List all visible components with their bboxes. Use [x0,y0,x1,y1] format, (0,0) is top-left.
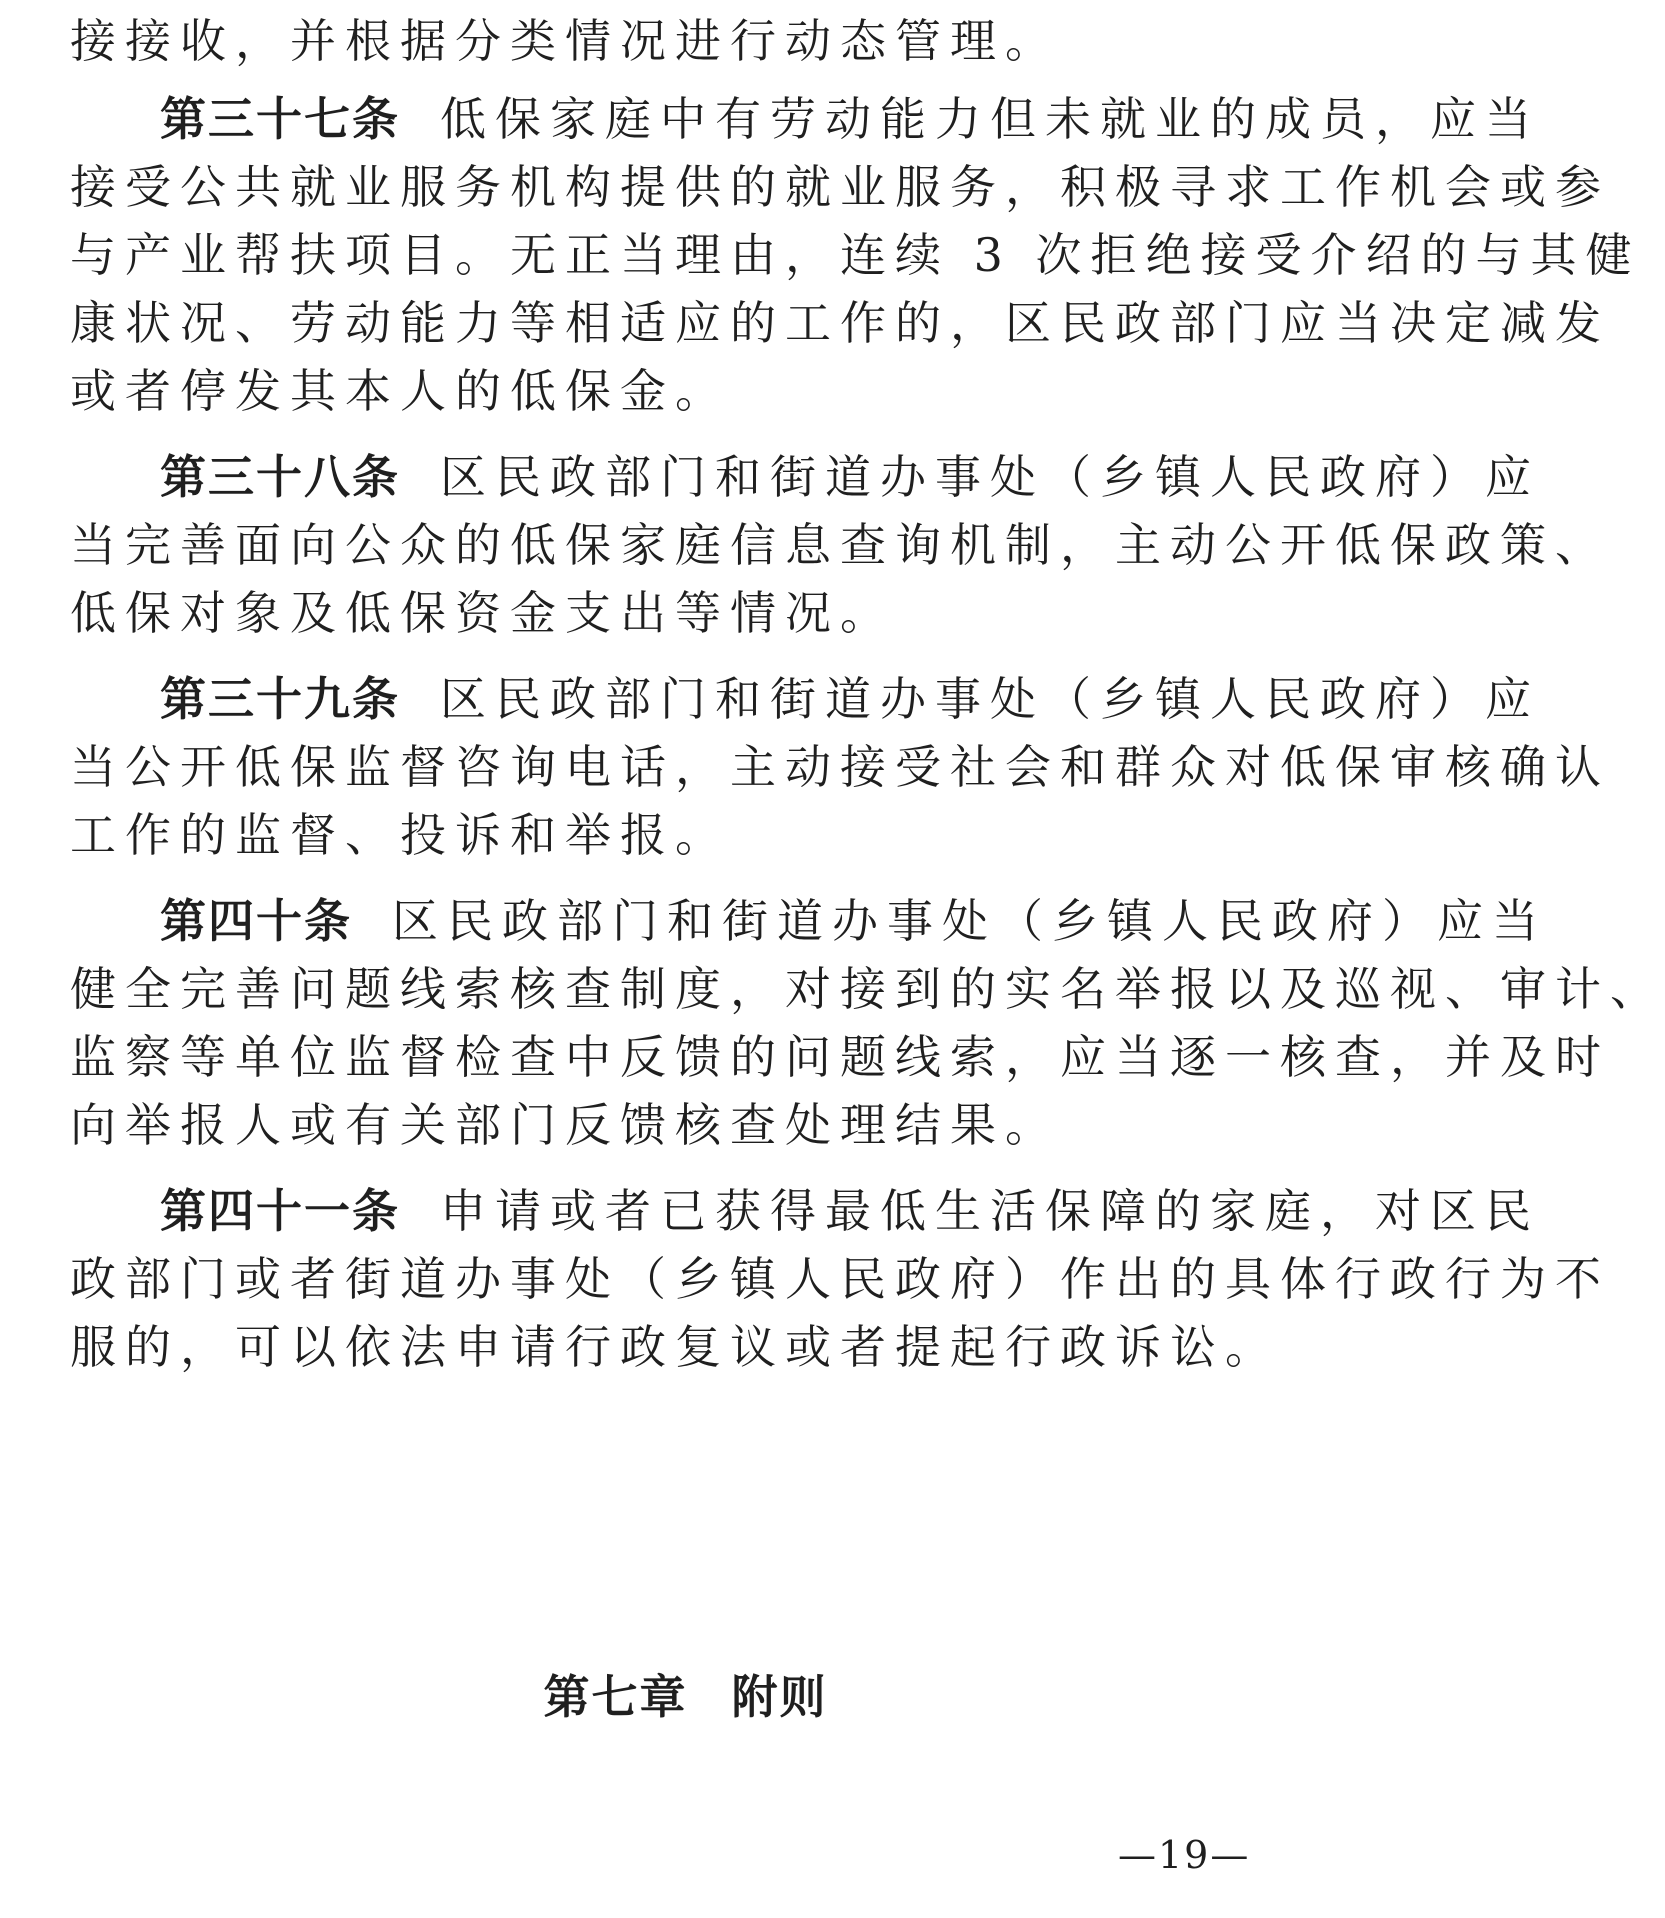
paragraph-line: 向举报人或有关部门反馈核查处理结果。 [70,1098,1060,1152]
paragraph-line: 或者停发其本人的低保金。 [70,364,730,418]
article-heading: 第四十条 [160,894,352,948]
article-40-first-line: 第四十条 区民政部门和街道办事处（乡镇人民政府）应当 [160,894,1547,948]
paragraph-line: 政部门或者街道办事处（乡镇人民政府）作出的具体行政行为不 [70,1252,1610,1306]
paragraph-line: 当公开低保监督咨询电话，主动接受社会和群众对低保审核确认 [70,740,1610,794]
paragraph-line: 健全完善问题线索核查制度，对接到的实名举报以及巡视、审计、 [70,962,1665,1016]
article-heading: 第三十九条 [160,672,400,726]
chapter-title: 附则 [731,1670,828,1724]
page-number: —19— [1118,1833,1251,1877]
article-39-first-line: 第三十九条 区民政部门和街道办事处（乡镇人民政府）应 [160,672,1540,726]
article-heading: 第四十一条 [160,1184,400,1238]
chapter-heading [0,1668,1371,1726]
paragraph-line: 康状况、劳动能力等相适应的工作的，区民政部门应当决定减发 [70,296,1610,350]
paragraph-line: 服的，可以依法申请行政复议或者提起行政诉讼。 [70,1320,1280,1374]
paragraph-line: 低保对象及低保资金支出等情况。 [70,586,895,640]
paragraph-line: 接受公共就业服务机构提供的就业服务，积极寻求工作机会或参 [70,160,1610,214]
paragraph-line: 当完善面向公众的低保家庭信息查询机制，主动公开低保政策、 [70,518,1610,572]
article-heading: 第三十七条 [160,92,400,146]
article-heading: 第三十八条 [160,450,400,504]
chapter-number: 第七章 [543,1670,688,1724]
article-38-first-line: 第三十八条 区民政部门和街道办事处（乡镇人民政府）应 [160,450,1540,504]
paragraph-line: 接接收，并根据分类情况进行动态管理。 [70,14,1060,68]
paragraph-line: 监察等单位监督检查中反馈的问题线索，应当逐一核查，并及时 [70,1030,1610,1084]
paragraph-line: 与产业帮扶项目。无正当理由，连续 3 次拒绝接受介绍的与其健 [70,228,1641,282]
paragraph-line: 工作的监督、投诉和举报。 [70,808,730,862]
article-41-first-line: 第四十一条 申请或者已获得最低生活保障的家庭，对区民 [160,1184,1540,1238]
article-37-first-line: 第三十七条 低保家庭中有劳动能力但未就业的成员，应当 [160,92,1540,146]
